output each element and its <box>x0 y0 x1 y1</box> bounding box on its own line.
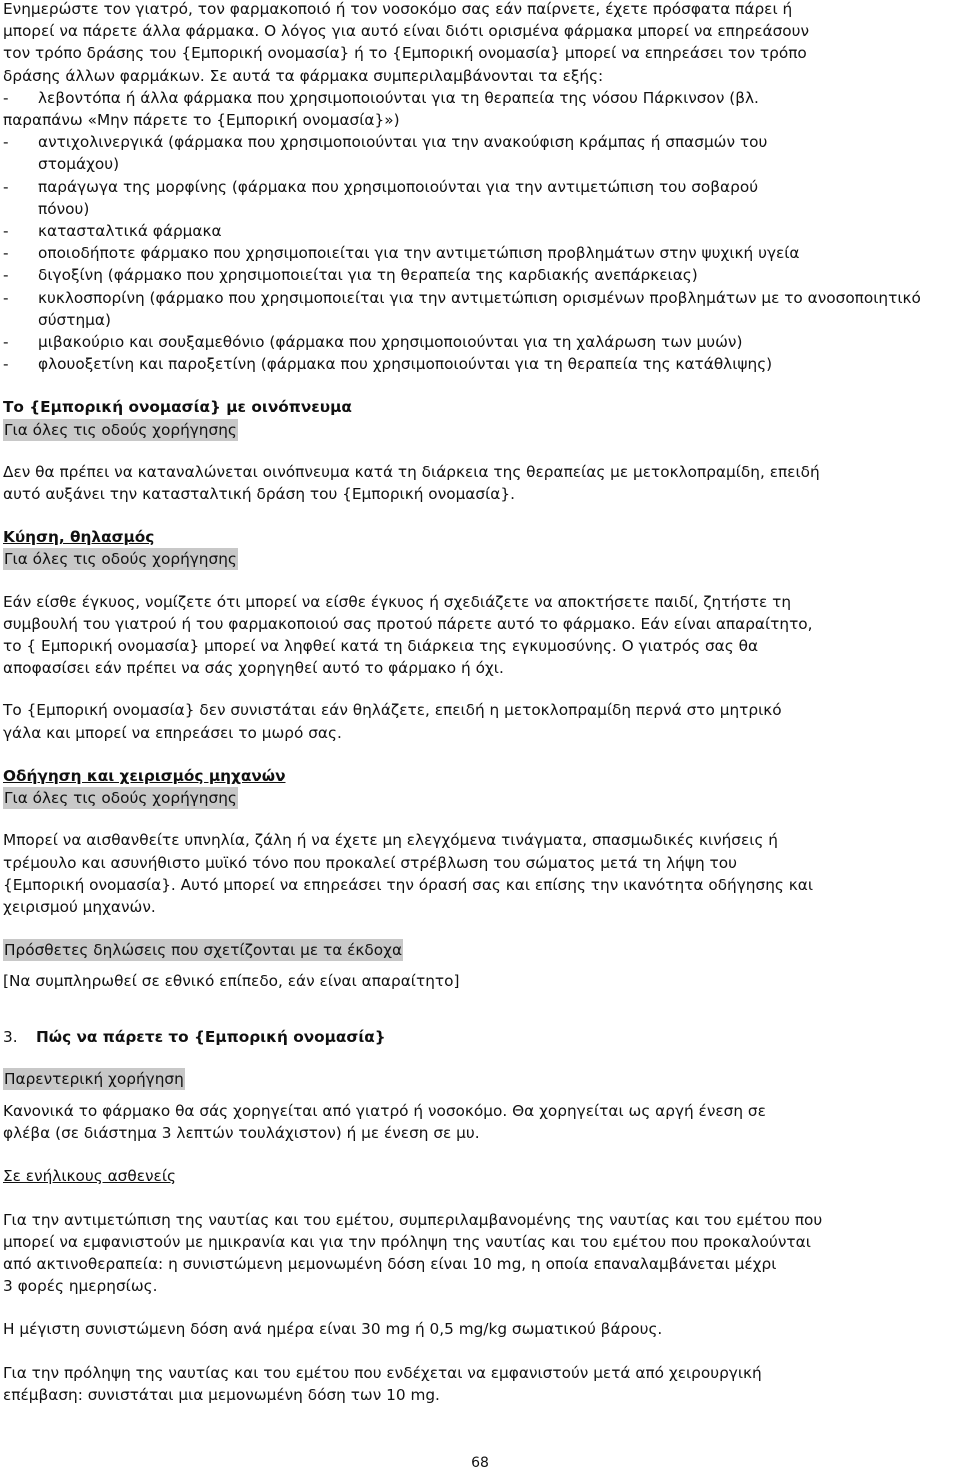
paragraph-line: Το {Εμπορική ονομασία} δεν συνιστάται εάν θηλάζετε, επειδή η μετοκλοπραμίδη περνά στο μητρικό <box>3 701 782 720</box>
list-dash: - <box>3 222 9 241</box>
excipients-label: Πρόσθετες δηλώσεις που σχετίζονται με τα έκδοχα <box>4 941 403 960</box>
section-3-heading <box>3 1026 953 1048</box>
list-item <box>3 87 953 109</box>
list-item-text: μιβακούριο και σουξαμεθόνιο (φάρμακα που χρησιμοποιούνται για τη χαλάρωση των μυών) <box>38 333 743 352</box>
intro-line: μπορεί να πάρετε άλλα φάρμακα. Ο λόγος για αυτό είναι διότι ορισμένα φάρμακα μπορεί να επηρεάσουν <box>3 22 810 41</box>
list-item-text-part: κυκλοσπορίνη (φάρμακο που χρησιμοποιείται για την αντιμετώπιση ορισμένων προβλημάτων με το ανοσοποιητικό σύστημα) <box>38 288 921 329</box>
list-dash: - <box>3 288 9 307</box>
paragraph-line: χειρισμού μηχανών. <box>3 897 156 916</box>
page-number: 68 <box>471 1455 489 1471</box>
list-item <box>3 353 953 375</box>
list-item-text: φλουοξετίνη και παροξετίνη (φάρμακα που χρησιμοποιούνται για τη θεραπεία της κατάθλιψης) <box>38 355 773 374</box>
route-label-line <box>3 787 953 809</box>
interacting-drugs-list <box>3 87 953 376</box>
paragraph-line: αυτό αυξάνει την κατασταλτική δράση του {Εμπορική ονομασία}. <box>3 485 515 504</box>
excipients-section <box>3 939 953 992</box>
list-dash: - <box>3 177 9 196</box>
route-label-line <box>3 419 953 441</box>
paragraph-line: Για την πρόληψη της ναυτίας και του εμέτου που ενδέχεται να εμφανιστούν μετά από χειρουργική <box>3 1363 762 1382</box>
list-item-text: λεβοντόπα ή άλλα φάρμακα που χρησιμοποιούνται για τη θεραπεία της νόσου Πάρκινσον (βλ. <box>38 88 759 107</box>
list-item <box>3 220 953 242</box>
list-item-text: στομάχου) <box>38 155 120 174</box>
list-item-text: κατασταλτικά φάρμακα <box>38 222 222 241</box>
paragraph-line: Κανονικά το φάρμακο θα σάς χορηγείται από γιατρό ή νοσοκόμο. Θα χορηγείται ως αργή ένεση σε <box>3 1101 766 1120</box>
list-dash: - <box>3 88 9 107</box>
list-item-continuation: παραπάνω «Μην πάρετε το {Εμπορική ονομασία}») <box>3 111 400 130</box>
list-item-text: οποιοδήποτε φάρμακο που χρησιμοποιείται για την αντιμετώπιση προβλημάτων στην ψυχική υγεία <box>38 244 800 263</box>
list-dash: - <box>3 133 9 152</box>
list-item <box>3 242 953 264</box>
paragraph-line: αποφασίσει εάν πρέπει να σάς χορηγηθεί αυτό το φάρμακο ή όχι. <box>3 659 504 678</box>
intro-line: δράσης άλλων φαρμάκων. Σε αυτά τα φάρμακα συμπεριλαμβάνονται τα εξής: <box>3 66 604 85</box>
document-page <box>3 0 953 1406</box>
paragraph-line: Μπορεί να αισθανθείτε υπνηλία, ζάλη ή να έχετε μη ελεγχόμενα τινάγματα, σπασμωδικές κινήσεις ή <box>3 831 778 850</box>
interactions-intro <box>3 0 953 87</box>
intro-line: τον τρόπο δράσης του {Εμπορική ονομασία} ή το {Εμπορική ονομασία} μπορεί να επηρεάσει τον τρόπο <box>3 44 807 63</box>
list-item <box>3 264 953 286</box>
list-dash: - <box>3 266 9 285</box>
paragraph-line: τρέμουλο και ασυνήθιστο μυϊκό τόνο που προκαλεί στρέβλωση του σώματος μετά τη λήψη του <box>3 853 737 872</box>
section-heading: Κύηση, θηλασμός <box>3 528 155 547</box>
section-heading: Το {Εμπορική ονομασία} με οινόπνευμα <box>3 398 352 417</box>
route-label-line <box>3 548 953 570</box>
section-title: Πώς να πάρετε το {Εμπορική ονομασία} <box>36 1027 386 1046</box>
alcohol-section <box>3 396 953 505</box>
list-item <box>3 331 953 353</box>
paragraph-line: 3 φορές ημερησίως. <box>3 1277 158 1296</box>
paragraph-line: συμβουλή του γιατρού ή του φαρμακοποιού σας προτού πάρετε αυτό το φάρμακο. Εάν είναι απαραίτητο, <box>3 614 813 633</box>
list-item-text: πόνου) <box>38 199 90 218</box>
pregnancy-section <box>3 526 953 744</box>
paragraph-line: Εάν είσθε έγκυος, νομίζετε ότι μπορεί να είσθε έγκυος ή σχεδιάζετε να αποκτήσετε παιδί, ζητήστε τη <box>3 592 792 611</box>
paragraph-line: Η μέγιστη συνιστώμενη δόση ανά ημέρα είναι 30 mg ή 0,5 mg/kg σωματικού βάρους. <box>3 1320 663 1339</box>
excipients-note: [Να συμπληρωθεί σε εθνικό επίπεδο, εάν είναι απαραίτητο] <box>3 972 460 991</box>
route-label-line <box>3 1068 953 1090</box>
section-number: 3. <box>3 1027 18 1046</box>
section-heading: Οδήγηση και χειρισμός μηχανών <box>3 766 286 785</box>
list-item-text: παράγωγα της μορφίνης (φάρμακα που χρησιμοποιούνται για την αντιμετώπιση του σοβαρού <box>38 177 759 196</box>
paragraph-line: μπορεί να εμφανιστούν με ημικρανία και για την πρόληψη της ναυτίας και του εμέτου που προκαλούνται <box>3 1232 811 1251</box>
list-item <box>3 131 953 175</box>
section-3 <box>3 1026 953 1406</box>
list-item <box>3 176 953 220</box>
route-label: Για όλες τις οδούς χορήγησης <box>4 550 237 569</box>
intro-line: Ενημερώστε τον γιατρό, τον φαρμακοποιό ή τον νοσοκόμο σας εάν παίρνετε, έχετε πρόσφατα πάρει ή <box>3 0 793 18</box>
paragraph-line: το { Εμπορική ονομασία} μπορεί να ληφθεί κατά τη διάρκεια της εγκυμοσύνης. Ο γιατρός σας θα <box>3 637 759 656</box>
route-label: Παρεντερική χορήγηση <box>4 1069 184 1088</box>
paragraph-line: επέμβαση: συνιστάται μια μεμονωμένη δόση των 10 mg. <box>3 1385 440 1404</box>
route-label: Για όλες τις οδούς χορήγησης <box>4 420 237 439</box>
list-item-text: αντιχολινεργικά (φάρμακα που χρησιμοποιούνται για την ανακούφιση κράμπας ή σπασμών του <box>38 133 768 152</box>
paragraph-line: από ακτινοθεραπεία: η συνιστώμενη μεμονωμένη δόση είναι 10 mg, η οποία επαναλαμβάνεται μέχρι <box>3 1254 777 1273</box>
route-label: Για όλες τις οδούς χορήγησης <box>4 789 237 808</box>
paragraph-line: Για την αντιμετώπιση της ναυτίας και του εμέτου, συμπεριλαμβανομένης της ναυτίας και του εμέτου που <box>3 1210 823 1229</box>
list-item-text: διγοξίνη (φάρμακο που χρησιμοποιείται για τη θεραπεία της καρδιακής ανεπάρκειας) <box>38 266 698 285</box>
list-item <box>3 287 953 331</box>
paragraph-line: φλέβα (σε διάστημα 3 λεπτών τουλάχιστον) ή με ένεση σε μυ. <box>3 1124 480 1143</box>
list-dash: - <box>3 333 9 352</box>
list-dash: - <box>3 244 9 263</box>
paragraph-line: {Εμπορική ονομασία}. Αυτό μπορεί να επηρεάσει την όρασή σας και επίσης την ικανότητα οδήγησης και <box>3 875 814 894</box>
route-label-line <box>3 939 953 961</box>
list-item-text <box>38 287 953 331</box>
paragraph-line: Δεν θα πρέπει να καταναλώνεται οινόπνευμα κατά τη διάρκεια της θεραπείας με μετοκλοπραμίδη, επειδή <box>3 462 820 481</box>
driving-section <box>3 765 953 918</box>
adults-label: Σε ενήλικους ασθενείς <box>3 1167 176 1186</box>
paragraph-line: γάλα και μπορεί να επηρεάσει το μωρό σας. <box>3 723 342 742</box>
list-dash: - <box>3 355 9 374</box>
